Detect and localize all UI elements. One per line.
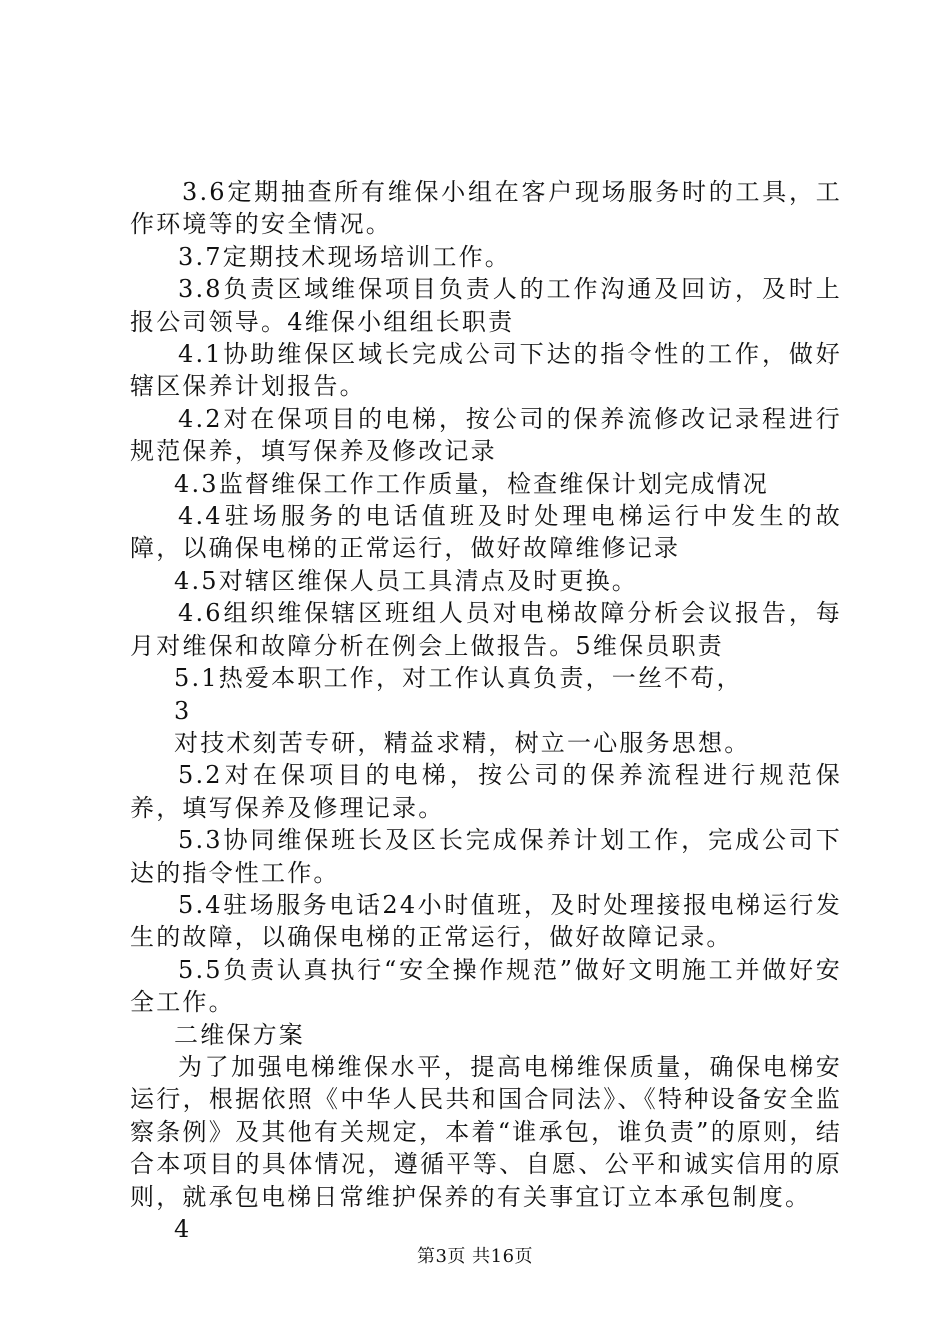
paragraph-5-1: 5.1热爱本职工作，对工作认真负责，一丝不苟， (174, 664, 743, 693)
section-heading-maintenance-plan: 二维保方案 (174, 1020, 305, 1049)
paragraph-4-2: 4.2对在保项目的电梯，按公司的保养流修改记录程进行规范保养，填写保养及修改记录 (130, 404, 842, 466)
document-body (130, 176, 842, 1245)
paragraph-3-6: 3.6定期抽查所有维保小组在客户现场服务时的工具，工作环境等的安全情况。 (130, 178, 842, 239)
page-marker-3: 3 (174, 696, 192, 725)
paragraph-5-5: 5.5负责认真执行“安全操作规范”做好文明施工并做好安全工作。 (130, 955, 842, 1017)
paragraph-plan-intro: 为了加强电梯维保水平，提高电梯维保质量，确保电梯安运行，根据依照《中华人民共和国合同法》、《特种设备安全监察条例》及其他有关规定，本着“谁承包，谁负责”的原则，结合本项目的具体情况，遵循平等、自愿、公平和诚实信用的原则，就承包电梯日常维护保养的有关事宜订立本承包制度。 (130, 1052, 842, 1211)
paragraph-4-1: 4.1协助维保区域长完成公司下达的指令性的工作，做好辖区保养计划报告。 (130, 340, 842, 401)
paragraph-5-2: 5.2对在保项目的电梯，按公司的保养流程进行规范保养，填写保养及修理记录。 (130, 761, 842, 822)
paragraph-3-7: 3.7定期技术现场培训工作。 (178, 242, 511, 271)
paragraph-4-6: 4.6组织维保辖区班组人员对电梯故障分析会议报告，每月对维保和故障分析在例会上做报告。5维保员职责 (130, 599, 842, 660)
paragraph-3-8: 3.8负责区域维保项目负责人的工作沟通及回访，及时上报公司领导。4维保小组组长职责 (130, 275, 842, 336)
paragraph-5-1-cont: 对技术刻苦专研，精益求精，树立一心服务思想。 (174, 728, 751, 757)
paragraph-4-4: 4.4驻场服务的电话值班及时处理电梯运行中发生的故障，以确保电梯的正常运行，做好故障维修记录 (130, 502, 842, 563)
page-footer: 第3页 共16页 (416, 1246, 534, 1267)
paragraph-5-4: 5.4驻场服务电话24小时值班，及时处理接报电梯运行发生的故障，以确保电梯的正常运行，做好故障记录。 (130, 890, 842, 952)
paragraph-4-5: 4.5对辖区维保人员工具清点及时更换。 (174, 566, 638, 595)
page-marker-4: 4 (174, 1215, 192, 1243)
paragraph-4-3: 4.3监督维保工作工作质量，检查维保计划完成情况 (174, 469, 769, 498)
paragraph-5-3: 5.3协同维保班长及区长完成保养计划工作，完成公司下达的指令性工作。 (130, 826, 842, 887)
